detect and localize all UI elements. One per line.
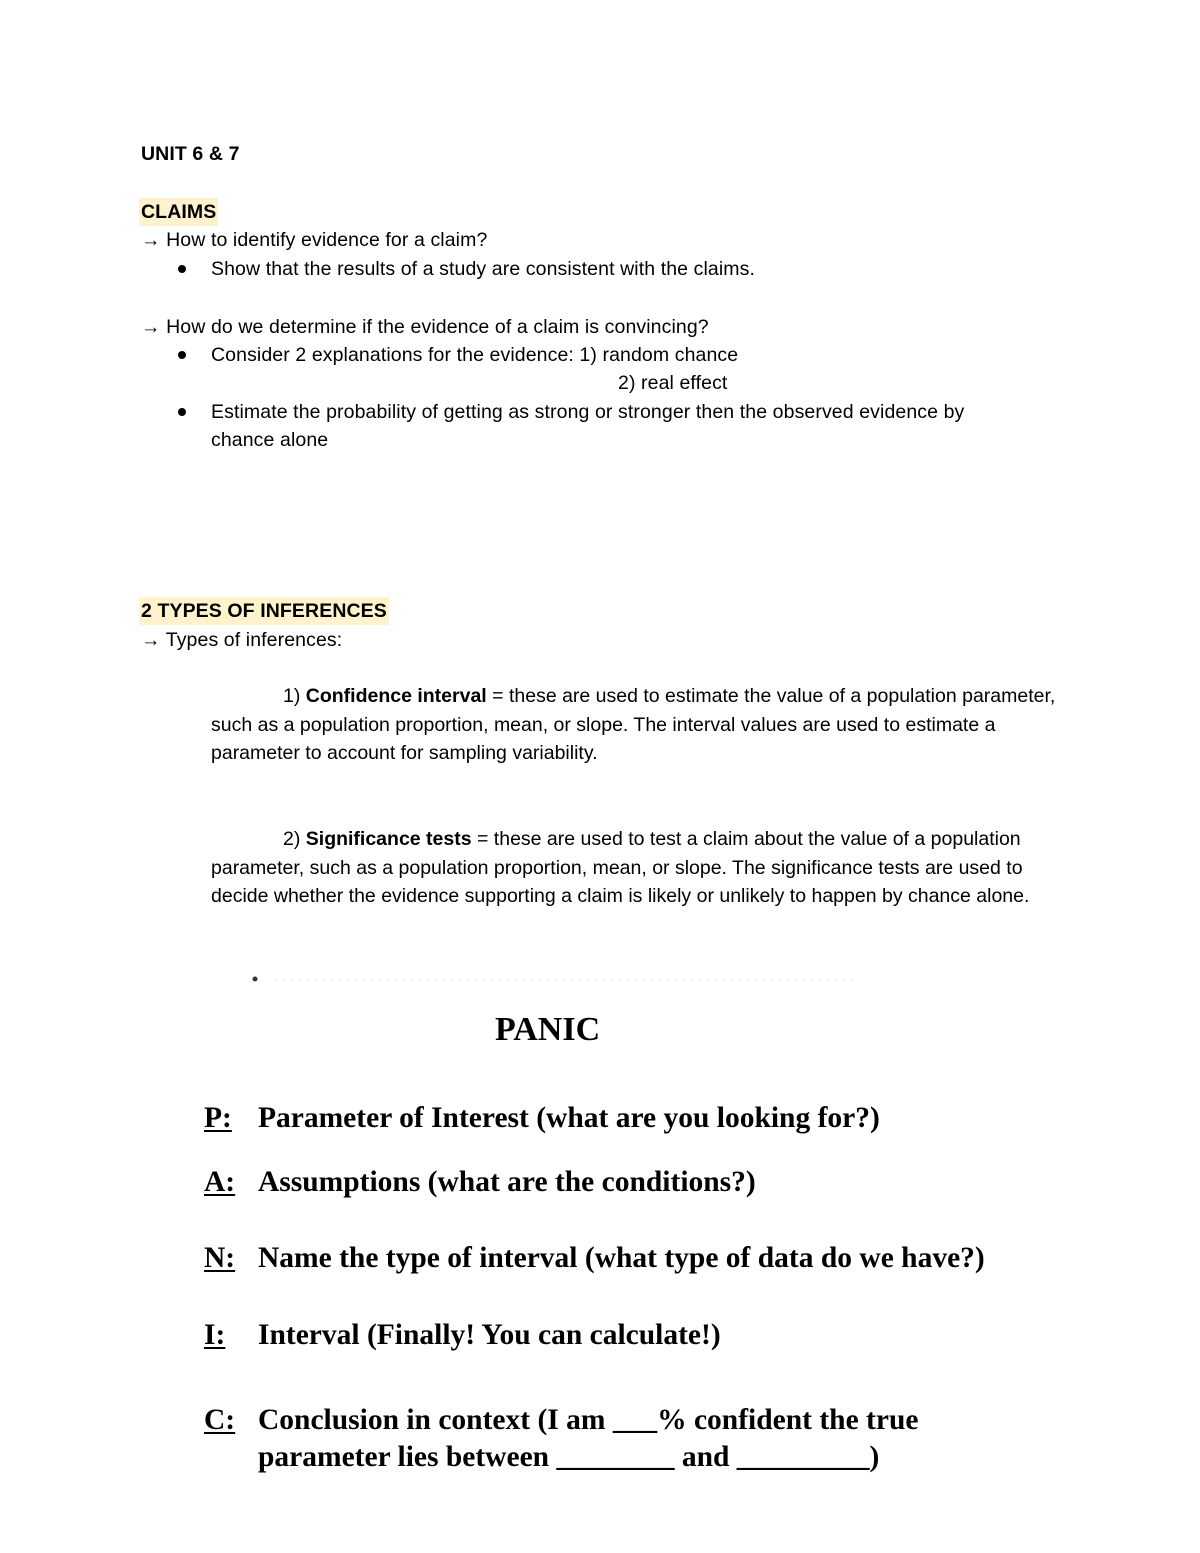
claims-answer-1: Show that the results of a study are consistent with the claims. (211, 258, 755, 280)
panic-text-c: Conclusion in context (I am ___% confident the true (258, 1404, 919, 1436)
inferences-intro: → Types of inferences: (141, 629, 343, 651)
panic-title: PANIC (495, 1011, 601, 1048)
panic-letter-a: A: (204, 1166, 236, 1198)
claims-answer-2a: Consider 2 explanations for the evidence: 1) random chance (211, 344, 739, 366)
inferences-heading: 2 TYPES OF INFERENCES (139, 597, 389, 625)
definition-text: = these are used to test a claim about the value of a population parameter, such as a population proportion, mean, or slope. The significance tests are used to decide whether the evidence supporting a claim is likely or unlikely to happen by chance alone. (211, 828, 1030, 907)
bullet-icon (178, 265, 186, 273)
item-number: 1) (283, 685, 301, 707)
scan-edge-artifact (215, 976, 865, 982)
inference-item-1 (211, 682, 1071, 768)
panic-text-i: Interval (Finally! You can calculate!) (258, 1319, 721, 1351)
panic-letter-i: I: (204, 1319, 226, 1351)
bullet-icon (178, 351, 186, 359)
term-confidence-interval: Confidence interval (305, 685, 487, 707)
item-number: 2) (283, 828, 301, 850)
claims-heading: CLAIMS (139, 198, 218, 226)
panic-text-n: Name the type of interval (what type of data do we have?) (258, 1242, 985, 1274)
claims-question-1: → How to identify evidence for a claim? (141, 229, 488, 251)
claims-question-2: → How do we determine if the evidence of a claim is convincing? (141, 316, 709, 338)
panic-text-p: Parameter of Interest (what are you looking for?) (258, 1102, 880, 1134)
claims-answer-2a-cont: 2) real effect (618, 372, 728, 394)
bullet-icon (178, 408, 186, 416)
claims-answer-2b-line1: Estimate the probability of getting as strong or stronger then the observed evidence by (211, 401, 965, 423)
panic-text-c-line2: parameter lies between ________ and _________) (258, 1441, 880, 1473)
panic-letter-n: N: (204, 1242, 236, 1274)
definition-text: = these are used to estimate the value of a population parameter, such as a population proportion, mean, or slope. The interval values are used to estimate a parameter to account for sampling variability. (211, 685, 1056, 764)
panic-text-a: Assumptions (what are the conditions?) (258, 1166, 756, 1198)
panic-letter-c: C: (204, 1404, 236, 1436)
inference-item-2 (211, 825, 1071, 911)
panic-letter-p: P: (204, 1102, 232, 1134)
claims-answer-2b-line2: chance alone (211, 429, 329, 451)
page-title: UNIT 6 & 7 (141, 143, 240, 165)
term-significance-tests: Significance tests (305, 828, 472, 850)
